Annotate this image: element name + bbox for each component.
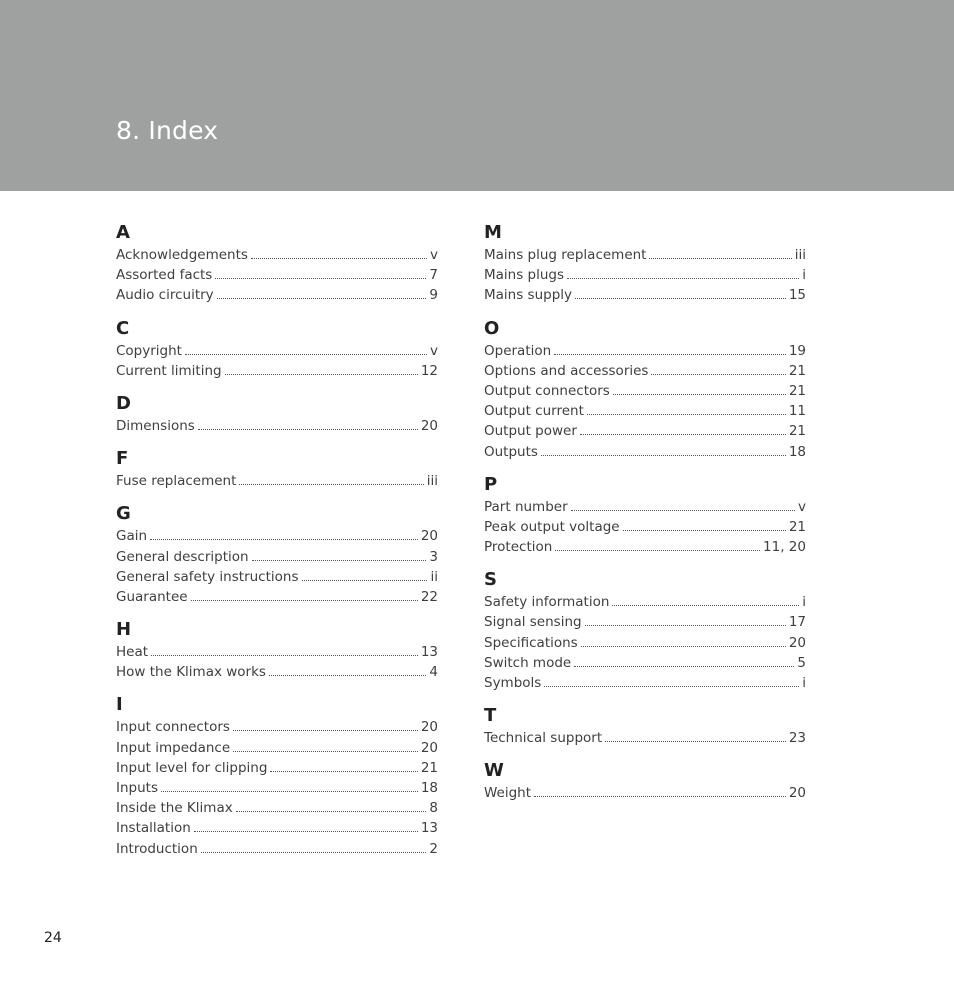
dot-leader	[567, 264, 799, 279]
index-section-g	[116, 503, 438, 606]
index-entry	[484, 420, 806, 440]
index-term: General safety instructions	[116, 568, 299, 585]
index-page-ref: 21	[420, 759, 438, 776]
index-section-p	[484, 474, 806, 557]
index-entry	[484, 672, 806, 692]
index-entry	[116, 525, 438, 545]
section-letter: G	[116, 503, 131, 525]
index-term: Signal sensing	[484, 614, 582, 631]
index-page-ref: v	[798, 498, 806, 515]
index-term: Gain	[116, 528, 148, 545]
index-term: Part number	[484, 498, 568, 515]
dot-leader	[201, 838, 427, 853]
section-letter: I	[116, 694, 123, 716]
index-section-a	[116, 222, 438, 305]
index-entry	[484, 591, 806, 611]
index-page-ref: 13	[420, 820, 438, 837]
index-page-ref: 17	[788, 614, 806, 631]
dot-leader	[269, 661, 426, 676]
index-page-ref: 11	[788, 403, 806, 420]
index-term: Inputs	[116, 780, 158, 796]
index-page-ref: 20	[788, 634, 806, 651]
section-letter: S	[484, 569, 497, 591]
dot-leader	[649, 244, 791, 259]
dot-leader	[613, 380, 786, 395]
index-term: Guarantee	[116, 588, 188, 605]
index-term: Technical support	[484, 730, 603, 747]
index-entry	[116, 641, 438, 661]
index-term: Peak output voltage	[484, 518, 620, 535]
index-entry	[484, 782, 806, 802]
index-entry	[116, 661, 438, 681]
dot-leader	[233, 716, 418, 731]
section-letter: C	[116, 317, 130, 339]
page-number: 24	[44, 930, 62, 946]
index-term: Input connectors	[116, 719, 230, 736]
index-page-ref: iii	[794, 247, 806, 263]
index-page-ref: 21	[788, 423, 806, 440]
index-term: Operation	[484, 342, 552, 359]
index-page-ref: 21	[788, 382, 806, 399]
dot-leader	[651, 360, 785, 375]
dot-leader	[161, 777, 418, 792]
index-page-ref: 20	[420, 528, 438, 545]
dot-leader	[225, 360, 418, 375]
index-term: Output connectors	[484, 382, 610, 399]
dot-leader	[580, 420, 786, 435]
index-page-ref: 22	[420, 588, 438, 605]
dot-leader	[555, 536, 760, 551]
index-entry	[484, 516, 806, 536]
index-entry	[484, 632, 806, 652]
index-page-ref: 18	[420, 780, 438, 796]
index-page-ref: 20	[420, 739, 438, 756]
index-term: Outputs	[484, 443, 538, 460]
index-section-h	[116, 619, 438, 681]
index-entry	[484, 264, 806, 284]
index-section-f	[116, 448, 438, 490]
section-letter: D	[116, 392, 131, 414]
index-entry	[116, 360, 438, 380]
index-term: Dimensions	[116, 417, 195, 434]
index-page-ref: iii	[426, 473, 438, 490]
page-title: 8. Index	[116, 116, 219, 145]
index-entry	[484, 611, 806, 631]
index-section-o	[484, 318, 806, 461]
index-page-ref: 20	[788, 785, 806, 802]
section-letter: W	[484, 760, 504, 782]
index-page-ref: v	[430, 247, 438, 263]
index-page-ref: i	[802, 675, 806, 691]
index-page-ref: 7	[429, 267, 438, 284]
index-entry	[116, 244, 438, 264]
index-page-ref: 3	[429, 548, 438, 565]
section-letter: T	[484, 705, 497, 727]
index-section-m	[484, 222, 806, 305]
index-entry	[484, 400, 806, 420]
index-page-ref: 4	[429, 664, 438, 681]
index-term: Current limiting	[116, 362, 222, 379]
index-entry	[116, 716, 438, 736]
index-term: Assorted facts	[116, 267, 213, 284]
index-page-ref: 20	[420, 417, 438, 434]
dot-leader	[605, 727, 786, 742]
index-page-ref: 20	[420, 719, 438, 736]
index-term: Output current	[484, 403, 584, 420]
index-term: Weight	[484, 785, 532, 802]
index-term: Options and accessories	[484, 362, 649, 379]
index-term: Mains plugs	[484, 267, 565, 284]
index-entry	[484, 284, 806, 304]
dot-leader	[233, 737, 418, 752]
index-entry	[484, 441, 806, 461]
index-entry	[484, 536, 806, 556]
index-entry	[116, 470, 438, 490]
index-term: Protection	[484, 539, 553, 556]
index-term: Specifications	[484, 634, 578, 651]
index-entry	[484, 496, 806, 516]
index-entry	[484, 360, 806, 380]
dot-leader	[612, 591, 799, 606]
index-entry	[116, 838, 438, 858]
index-page-ref: 19	[788, 342, 806, 359]
dot-leader	[270, 757, 417, 772]
index-column-left	[116, 222, 438, 858]
index-term: General description	[116, 548, 249, 565]
index-entry	[484, 244, 806, 264]
index-term: Introduction	[116, 840, 198, 857]
dot-leader	[251, 244, 427, 259]
index-section-w	[484, 760, 806, 802]
dot-leader	[554, 340, 786, 355]
dot-leader	[198, 415, 418, 430]
dot-leader	[575, 284, 786, 299]
index-section-c	[116, 318, 438, 380]
index-term: Output power	[484, 423, 577, 440]
index-entry	[116, 757, 438, 777]
index-page-ref: ii	[430, 568, 438, 585]
dot-leader	[581, 632, 786, 647]
index-term: Inside the Klimax	[116, 800, 233, 817]
dot-leader	[215, 264, 426, 279]
index-entry	[484, 340, 806, 360]
index-entry	[116, 586, 438, 606]
index-term: Audio circuitry	[116, 287, 214, 304]
index-term: Acknowledgements	[116, 247, 248, 263]
index-page-ref: 8	[429, 800, 438, 817]
index-page-ref: 21	[788, 362, 806, 379]
dot-leader	[150, 525, 418, 540]
section-letter: H	[116, 619, 132, 641]
dot-leader	[534, 782, 786, 797]
index-column-right	[484, 222, 806, 803]
index-entry	[484, 727, 806, 747]
dot-leader	[541, 441, 786, 456]
dot-leader	[217, 284, 427, 299]
index-term: Symbols	[484, 675, 542, 691]
index-page-ref: 18	[788, 443, 806, 460]
index-term: Safety information	[484, 594, 610, 611]
index-entry	[116, 284, 438, 304]
dot-leader	[252, 546, 427, 561]
index-page-ref: 21	[788, 518, 806, 535]
dot-leader	[239, 470, 423, 485]
index-term: Switch mode	[484, 654, 572, 671]
index-term: Heat	[116, 644, 149, 661]
dot-leader	[302, 566, 428, 581]
dot-leader	[236, 797, 427, 812]
index-section-d	[116, 393, 438, 435]
index-term: Installation	[116, 820, 191, 837]
index-term: Fuse replacement	[116, 473, 237, 490]
header-band	[0, 0, 954, 191]
index-entry	[116, 415, 438, 435]
index-page-ref: i	[802, 267, 806, 284]
index-entry	[116, 566, 438, 586]
index-term: Input impedance	[116, 739, 231, 756]
index-entry	[484, 380, 806, 400]
section-letter: F	[116, 448, 129, 470]
index-entry	[484, 652, 806, 672]
index-section-s	[484, 569, 806, 692]
index-term: Mains supply	[484, 287, 573, 304]
index-page-ref: 12	[420, 362, 438, 379]
index-entry	[116, 737, 438, 757]
dot-leader	[194, 817, 418, 832]
index-page-ref: 5	[797, 654, 806, 671]
dot-leader	[587, 400, 786, 415]
index-page-ref: 9	[429, 287, 438, 304]
index-term: How the Klimax works	[116, 664, 266, 681]
dot-leader	[191, 586, 418, 601]
dot-leader	[585, 611, 786, 626]
index-page-ref: v	[430, 342, 438, 359]
index-entry	[116, 797, 438, 817]
dot-leader	[623, 516, 786, 531]
index-entry	[116, 817, 438, 837]
section-letter: A	[116, 222, 130, 243]
index-term: Mains plug replacement	[484, 247, 647, 263]
index-term: Input level for clipping	[116, 759, 268, 776]
index-term: Copyright	[116, 342, 182, 359]
index-page-ref: 11, 20	[763, 539, 806, 556]
dot-leader	[151, 641, 418, 656]
dot-leader	[185, 340, 427, 355]
dot-leader	[571, 496, 795, 511]
index-page-ref: 15	[788, 287, 806, 304]
index-entry	[116, 264, 438, 284]
index-section-i	[116, 694, 438, 857]
index-entry	[116, 777, 438, 797]
section-letter: M	[484, 222, 502, 243]
index-page-ref: 2	[429, 840, 438, 857]
index-entry	[116, 340, 438, 360]
section-letter: P	[484, 473, 498, 495]
index-entry	[116, 546, 438, 566]
section-letter: O	[484, 317, 500, 339]
dot-leader	[544, 672, 799, 687]
index-page-ref: 23	[788, 730, 806, 747]
index-section-t	[484, 705, 806, 747]
index-page-ref: 13	[420, 644, 438, 661]
dot-leader	[574, 652, 794, 667]
index-page-ref: i	[802, 594, 806, 611]
